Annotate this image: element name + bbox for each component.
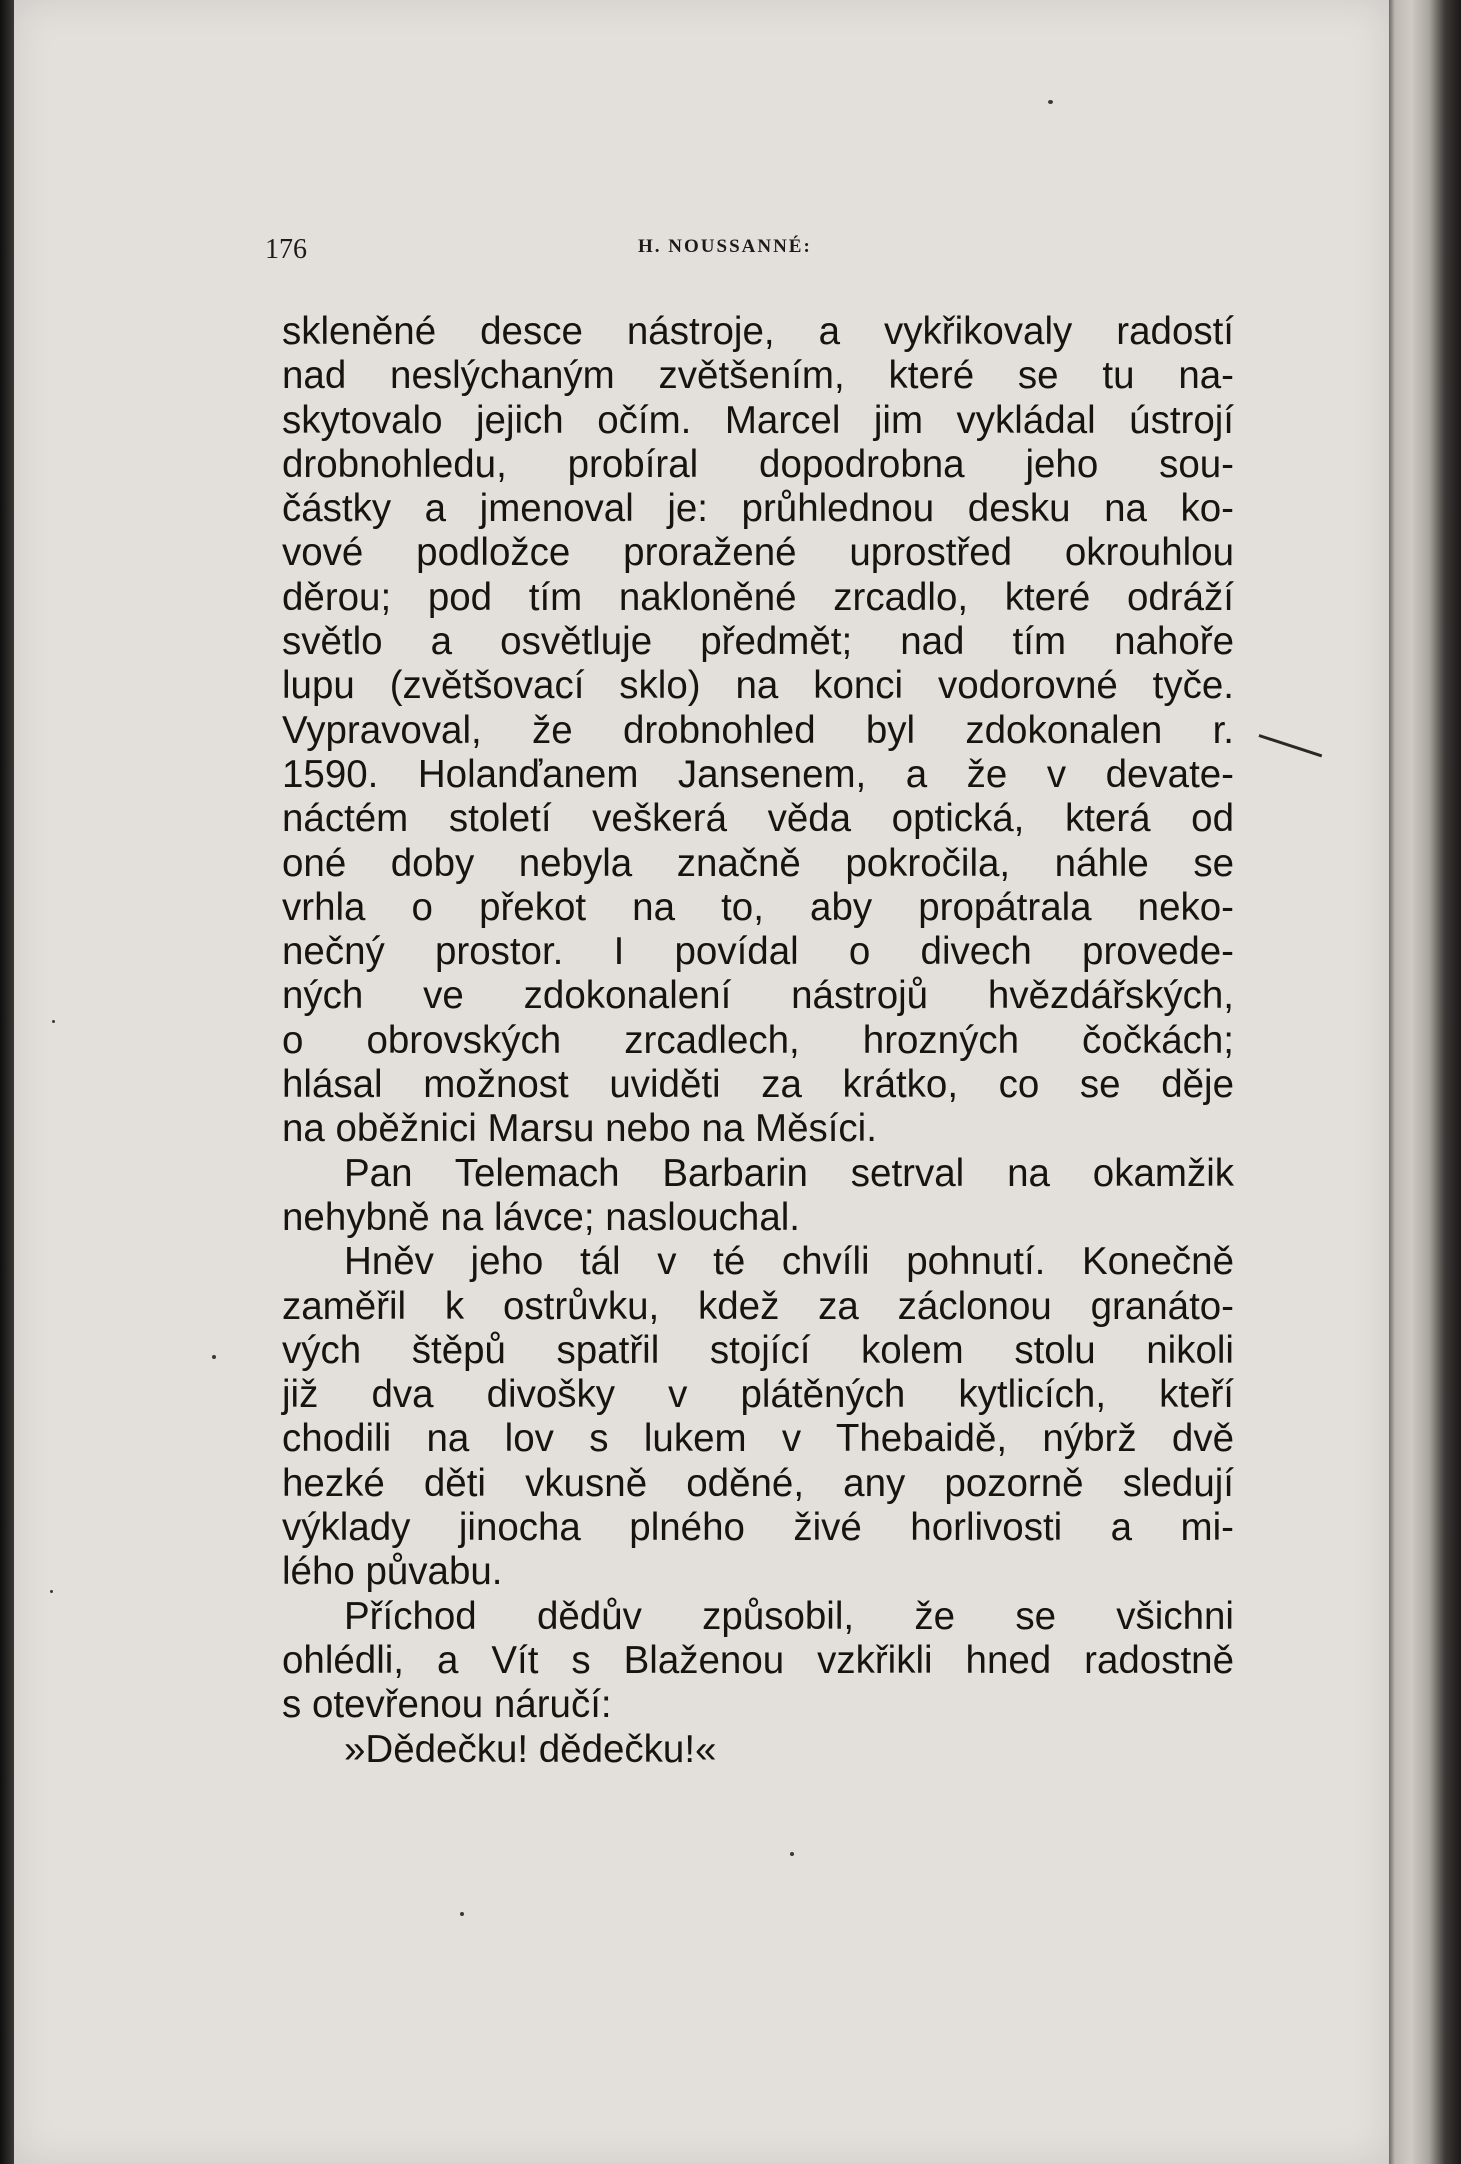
text-line: ných ve zdokonalení nástrojů hvězdářských, bbox=[282, 974, 1234, 1018]
text-line: nečný prostor. I povídal o divech provede- bbox=[282, 930, 1234, 974]
text-line: o obrovských zrcadlech, hrozných čočkách; bbox=[282, 1018, 1234, 1062]
text-line: drobnohledu, probíral dopodrobna jeho sou- bbox=[282, 442, 1234, 486]
text-line: Pan Telemach Barbarin setrval na okamžik bbox=[344, 1151, 1234, 1195]
book-page bbox=[14, 0, 1389, 2164]
paper-speck bbox=[212, 1355, 216, 1359]
text-line: Vypravoval, že drobnohled byl zdokonalen r. bbox=[282, 708, 1234, 752]
text-line: vrhla o překot na to, aby propátrala neko- bbox=[282, 885, 1234, 929]
text-line: nad neslýchaným zvětšením, které se tu na- bbox=[282, 354, 1234, 398]
text-line: světlo a osvětluje předmět; nad tím nahoře bbox=[282, 620, 1234, 664]
text-line: »Dědečku! dědečku!« bbox=[344, 1727, 717, 1771]
text-line: výklady jinocha plného živé horlivosti a mi- bbox=[282, 1506, 1234, 1550]
text-line: částky a jmenoval je: průhlednou desku na ko- bbox=[282, 487, 1234, 531]
page-header bbox=[14, 234, 1389, 274]
page-number: 176 bbox=[265, 234, 307, 265]
text-line: s otevřenou náručí: bbox=[282, 1683, 612, 1727]
text-line: ohlédli, a Vít s Blaženou vzkřikli hned radostně bbox=[282, 1638, 1234, 1682]
next-page-edge bbox=[1389, 0, 1461, 2164]
text-line: hezké děti vkusně oděné, any pozorně sledují bbox=[282, 1461, 1234, 1505]
running-head: H. NOUSSANNÉ: bbox=[638, 236, 812, 257]
text-line: na oběžnici Marsu nebo na Měsíci. bbox=[282, 1107, 877, 1151]
text-line: nehybně na lávce; naslouchal. bbox=[282, 1195, 800, 1239]
paper-speck bbox=[790, 1852, 794, 1856]
page-left-shadow bbox=[0, 0, 14, 2164]
body-text bbox=[282, 310, 1234, 1772]
text-line: 1590. Holanďanem Jansenem, a že v devate- bbox=[282, 752, 1234, 796]
text-line: náctém století veškerá věda optická, která od bbox=[282, 797, 1234, 841]
text-line: skytovalo jejich očím. Marcel jim vykládal ústrojí bbox=[282, 398, 1234, 442]
paper-speck bbox=[50, 1590, 53, 1593]
text-line: zaměřil k ostrůvku, kdež za záclonou granáto- bbox=[282, 1284, 1234, 1328]
margin-pencil-mark bbox=[1259, 734, 1323, 757]
text-line: oné doby nebyla značně pokročila, náhle se bbox=[282, 841, 1234, 885]
text-line: lého půvabu. bbox=[282, 1550, 503, 1594]
text-line: Hněv jeho tál v té chvíli pohnutí. Konečně bbox=[344, 1240, 1234, 1284]
paper-speck bbox=[460, 1912, 464, 1916]
text-line: chodili na lov s lukem v Thebaidě, nýbrž dvě bbox=[282, 1417, 1234, 1461]
paper-speck bbox=[1048, 100, 1053, 104]
text-line: lupu (zvětšovací sklo) na konci vodorovné tyče. bbox=[282, 664, 1234, 708]
text-line: hlásal možnost uviděti za krátko, co se děje bbox=[282, 1063, 1234, 1107]
text-line: děrou; pod tím nakloněné zrcadlo, které odráží bbox=[282, 575, 1234, 619]
text-line: skleněné desce nástroje, a vykřikovaly radostí bbox=[282, 310, 1234, 353]
text-line: vých štěpů spatřil stojící kolem stolu nikoli bbox=[282, 1328, 1234, 1372]
text-line: vové podložce proražené uprostřed okrouhlou bbox=[282, 531, 1234, 575]
text-line: již dva divošky v plátěných kytlicích, kteří bbox=[282, 1373, 1234, 1417]
text-line: Příchod dědův způsobil, že se všichni bbox=[344, 1594, 1234, 1638]
paper-speck bbox=[52, 1020, 55, 1023]
